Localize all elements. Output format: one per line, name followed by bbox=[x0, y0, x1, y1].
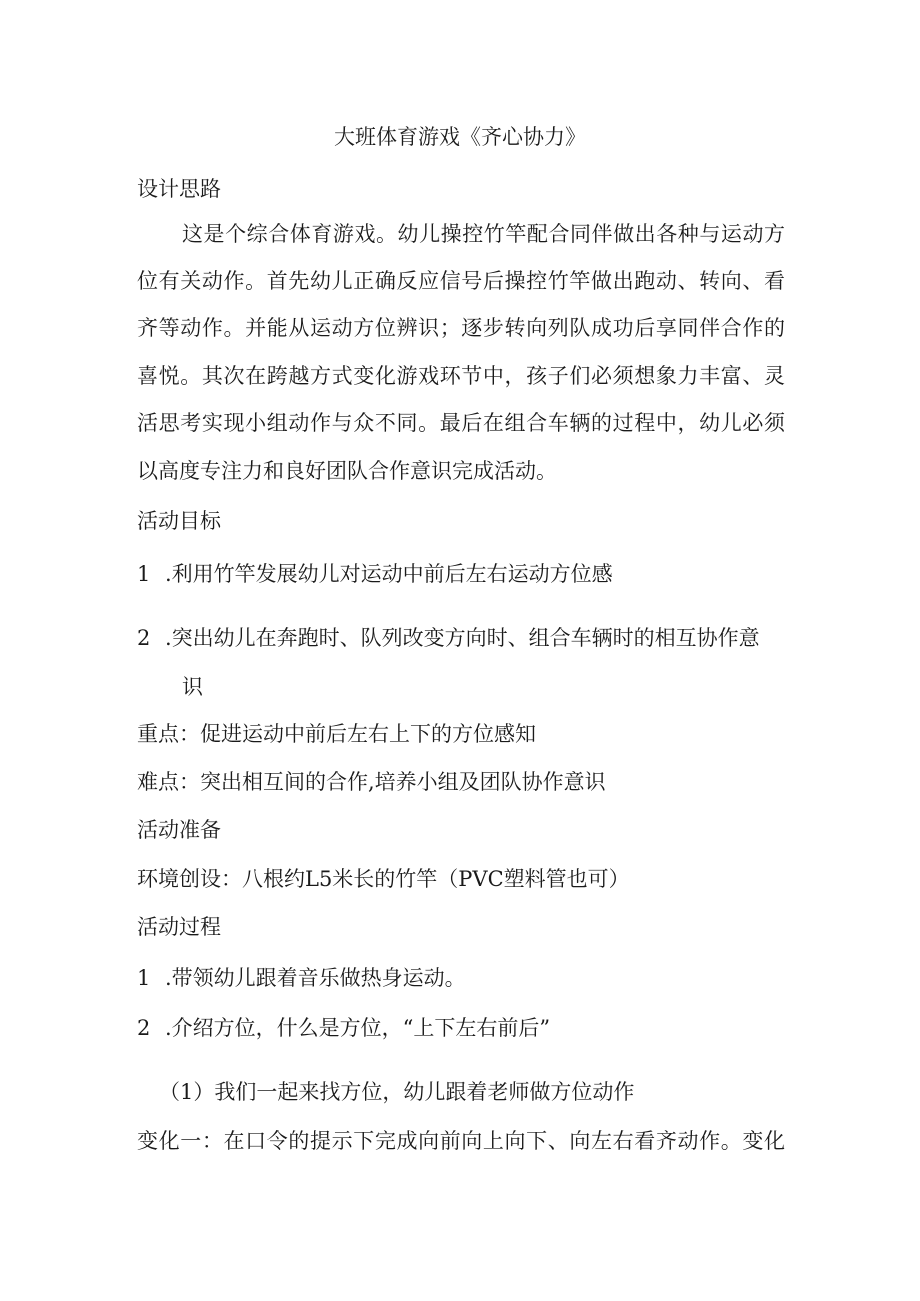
goal-2-continuation: 识 bbox=[182, 675, 203, 699]
heading-goals: 活动目标 bbox=[137, 509, 221, 533]
design-line-5: 活思考实现小组动作与众不同。最后在组合车辆的过程中，幼儿必须 bbox=[137, 411, 785, 435]
design-line-6: 以高度专注力和良好团队合作意识完成活动。 bbox=[137, 459, 557, 483]
goal-item-2 bbox=[137, 623, 760, 653]
heading-design: 设计思路 bbox=[137, 177, 221, 201]
goal-2-number: 2 bbox=[137, 626, 151, 650]
goal-1-number: 1 bbox=[137, 562, 151, 586]
difficulty-point: 难点：突出相互间的合作,培养小组及团队协作意识 bbox=[137, 770, 606, 794]
step-1-text: .带领幼儿跟着音乐做热身运动。 bbox=[165, 966, 466, 990]
heading-process: 活动过程 bbox=[137, 915, 221, 939]
goal-1-text: .利用竹竿发展幼儿对运动中前后左右运动方位感 bbox=[165, 562, 613, 586]
design-line-1: 这是个综合体育游戏。幼儿操控竹竿配合同伴做出各种与运动方 bbox=[182, 222, 785, 246]
step-1-number: 1 bbox=[137, 966, 151, 990]
sub-step-1: （1）我们一起来找方位，幼儿跟着老师做方位动作 bbox=[159, 1080, 635, 1104]
variation-text: 变化一：在口令的提示下完成向前向上向下、向左右看齐动作。变化 bbox=[137, 1129, 785, 1153]
prep-text: 环境创设：八根约L5米长的竹竿（PVC塑料管也可） bbox=[137, 867, 630, 891]
key-point: 重点：促进运动中前后左右上下的方位感知 bbox=[137, 722, 536, 746]
goal-item-1 bbox=[137, 559, 613, 589]
step-2-number: 2 bbox=[137, 1016, 151, 1040]
design-line-2: 位有关动作。首先幼儿正确反应信号后操控竹竿做出跑动、转向、看 bbox=[137, 269, 785, 293]
process-step-2 bbox=[137, 1013, 550, 1043]
design-line-3: 齐等动作。并能从运动方位辨识；逐步转向列队成功后享同伴合作的 bbox=[137, 316, 785, 340]
step-2-text: .介绍方位，什么是方位，“上下左右前后” bbox=[165, 1016, 551, 1040]
document-title: 大班体育游戏《齐心协力》 bbox=[334, 125, 586, 149]
goal-2-text: .突出幼儿在奔跑时、队列改变方向时、组合车辆时的相互协作意 bbox=[165, 626, 760, 650]
heading-prep: 活动准备 bbox=[137, 818, 221, 842]
design-line-4: 喜悦。其次在跨越方式变化游戏环节中，孩子们必须想象力丰富、灵 bbox=[137, 364, 785, 388]
process-step-1 bbox=[137, 963, 466, 993]
